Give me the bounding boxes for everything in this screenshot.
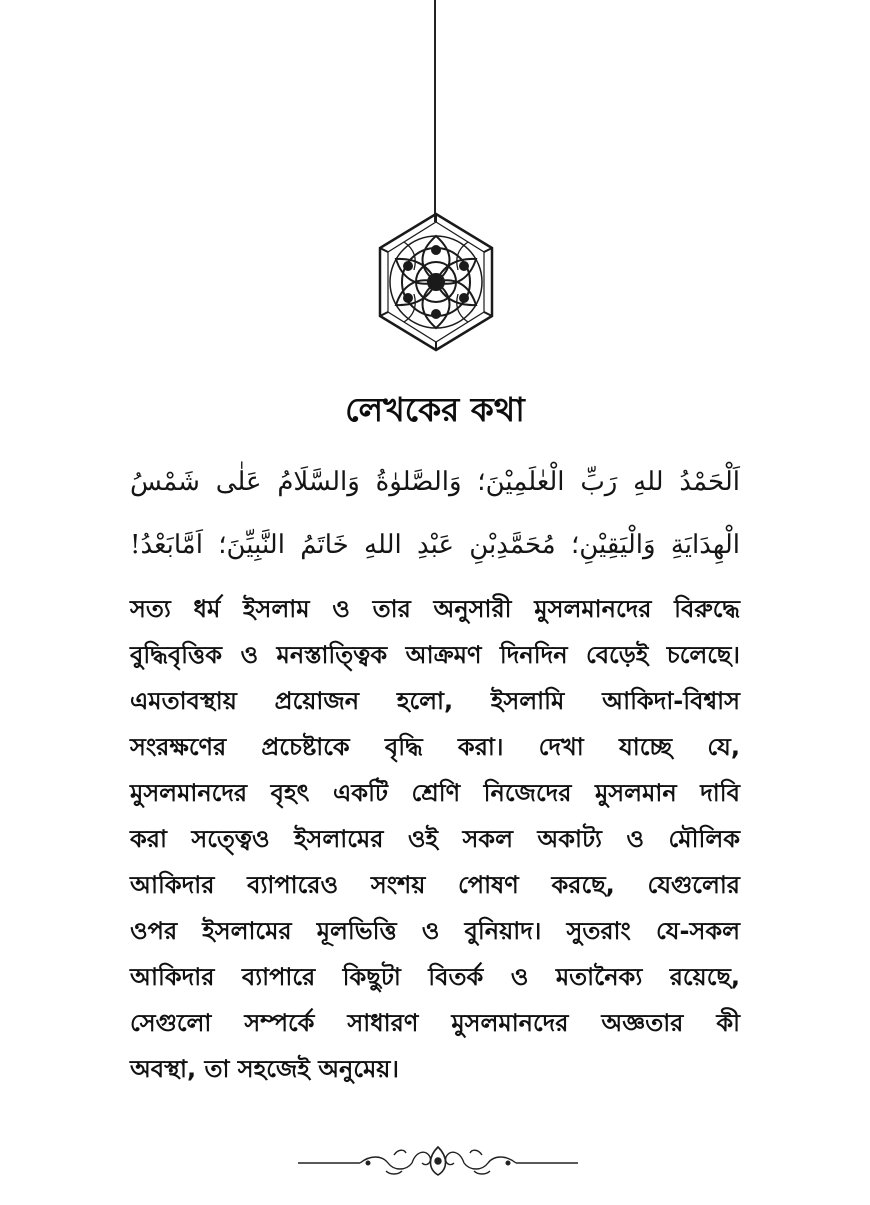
arabic-invocation-line-1: اَلْحَمْدُ للهِ رَبِّ الْعٰلَمِيْنَ؛ وَالصَّلوٰةُ وَالسَّلَامُ عَلٰى شَمْسُ bbox=[130, 467, 740, 497]
page-title: লেখকের কথা bbox=[345, 390, 525, 429]
body-line: বুদ্ধিবৃত্তিক ও মনস্তাত্ত্বিক আক্রমণ দিনদিন বেড়েই চলেছে। bbox=[130, 641, 740, 669]
body-line: আকিদার ব্যাপারেও সংশয় পোষণ করছে, যেগুলোর bbox=[130, 871, 740, 899]
body-line: অবস্থা, তা সহজেই অনুমেয়। bbox=[130, 1055, 400, 1083]
hanging-line bbox=[434, 0, 436, 222]
body-line: সত্য ধর্ম ইসলাম ও তার অনুসারী মুসলমানদের বিরুদ্ধে bbox=[130, 595, 740, 623]
body-line: করা সত্ত্বেও ইসলামের ওই সকল অকাট্য ও মৌলিক bbox=[130, 825, 740, 853]
body-line: মুসলমানদের বৃহৎ একটি শ্রেণি নিজেদের মুসলমান দাবি bbox=[130, 779, 740, 807]
floral-divider-icon bbox=[298, 1143, 578, 1179]
body-line: এমতাবস্থায় প্রয়োজন হলো, ইসলামি আকিদা-বিশ্বাস bbox=[130, 687, 740, 715]
body-line: ওপর ইসলামের মূলভিত্তি ও বুনিয়াদ। সুতরাং যে-সকল bbox=[130, 917, 740, 945]
body-line: সংরক্ষণের প্রচেষ্টাকে বৃদ্ধি করা। দেখা যাচ্ছে যে, bbox=[130, 733, 740, 761]
hanging-arabesque-ornament-icon bbox=[374, 212, 498, 352]
body-paragraph bbox=[130, 586, 740, 1092]
arabic-invocation-line-2: الْهِدَايَةِ وَالْيَقِيْنِ؛ مُحَمَّدِبْنِ عَبْدِ اللهِ خَاتَمُ النَّبِيِّنَ؛ اَمَّابَعْدُ! bbox=[130, 530, 740, 560]
body-line: আকিদার ব্যাপারে কিছুটা বিতর্ক ও মতানৈক্য রয়েছে, bbox=[130, 963, 740, 991]
body-line: সেগুলো সম্পর্কে সাধারণ মুসলমানদের অজ্ঞতার কী bbox=[130, 1009, 740, 1037]
